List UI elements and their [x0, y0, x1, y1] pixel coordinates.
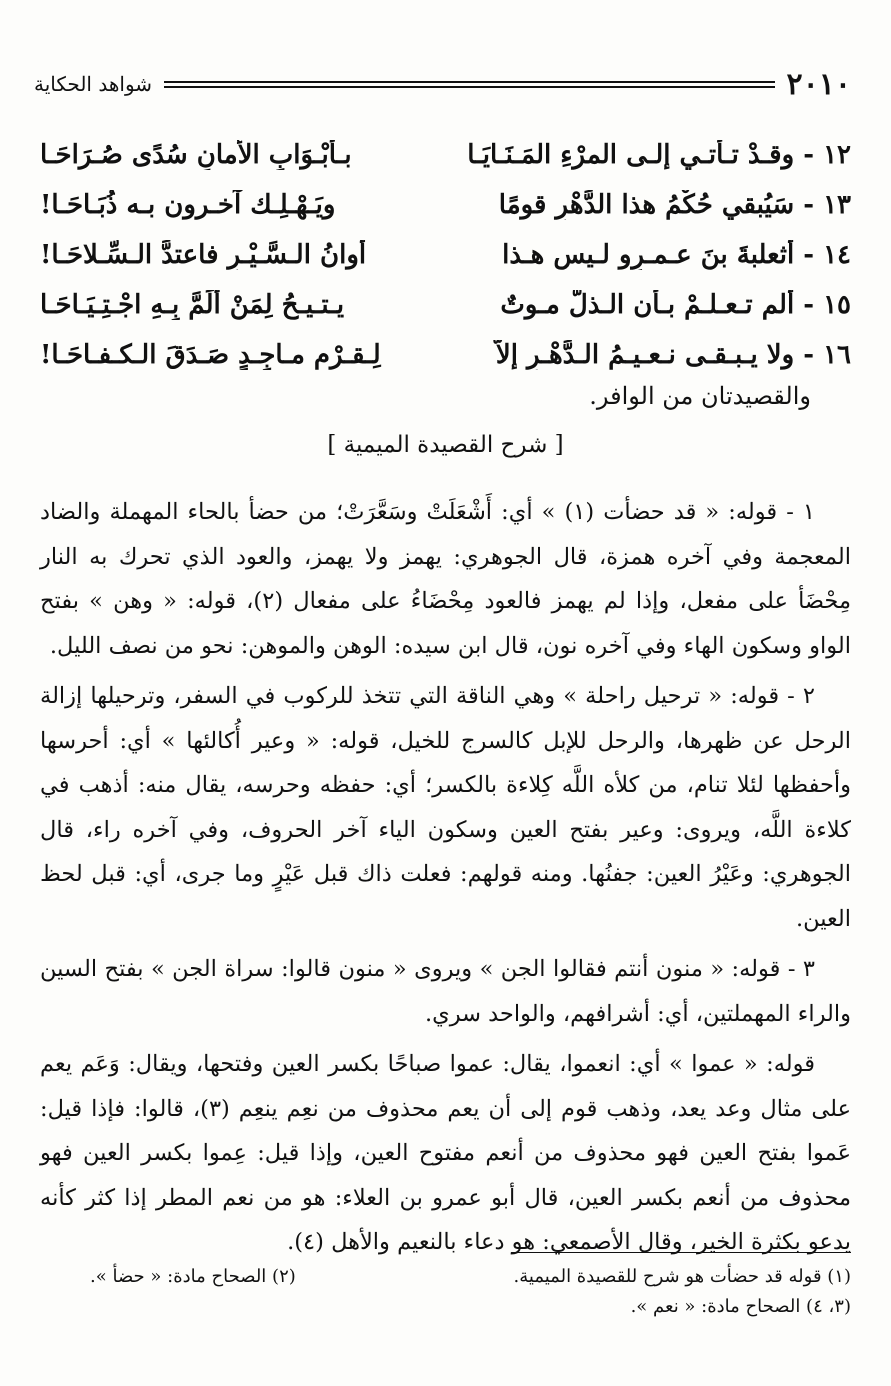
footnote-line — [40, 1262, 851, 1292]
verse-second-hemistich: أوانُ الـسَّـيْـرِ فاعتدَّ الـسِّـلاحَـا! — [40, 240, 367, 270]
verse-second-hemistich: لِـقـرْم مـاجِـدٍ صَـدَقَ الـكـفـاحَـا! — [40, 340, 381, 370]
footnotes — [40, 1262, 851, 1322]
verse-second-hemistich: يـتـيـحُ لِمَنْ أَلَمَّ بِـهِ اجْـتِـيَـاحَـا — [40, 290, 345, 320]
paragraph: ٣ - قوله: « منون أنتم فقالوا الجن » ويروى « منون قالوا: سراة الجن » بفتح السين والراء المهملتين، أي: أشرافهم، والواحد سري. — [40, 956, 851, 1027]
paragraph: ٢ - قوله: « ترحيل راحلة » وهي الناقة التي تتخذ للركوب في السفر، وترحيلها إزالة الرحل عن ظهرها، والرحل للإبل كالسرج للخيل، قوله: « وعير أُكالئها » أي: أحرسها وأحفظها لئلا تنام، من كلأه اللَّه كِلاءة بالكسر؛ أي: حفظه وحرسه، يقال منه: أذهب في كلاءة اللَّه، ويروى: وعير بفتح العين وسكون الياء آخر الحروف، وفي آخره راء، قال الجوهري: وعَيْرُ العين: جفنُها. ومنه قولهم: فعلت ذاك قبل عَيْرٍ وما جرى، أي: قبل لحظ العين. — [40, 683, 851, 932]
verse-first-hemistich: ١٢ - وقـدْ تـأتـي إلـى المرْءِ المَـنَـايَـا — [467, 140, 851, 170]
commentary — [40, 490, 851, 1271]
meter-note: والقصيدتان من الوافر. — [589, 382, 811, 410]
verse-second-hemistich: بـأبْـوَابِ الأمانِ سُدًى صُـرَاحَـا — [40, 140, 352, 170]
section-title: [ شرح القصيدة الميمية ] — [327, 432, 564, 458]
paragraph: ١ - قوله: « قد حضأت (١) » أي: أَشْعَلَتْ وسَعَّرَتْ؛ من حضأ بالحاء المهملة والضاد المعجمة وفي آخره همزة، قال الجوهري: يهمز ولا يهمز، والعود الذي تحرك به النار مِحْضَأ على مفعل، وإذا لم يهمز فالعود مِحْضَاءُ على مفعال (٢)، قوله: « وهن » بفتح الواو وسكون الهاء وفي آخره نون، قال ابن سيده: الوهن والموهن: نحو من نصف الليل. — [40, 499, 852, 659]
header-rule — [164, 81, 775, 88]
verse — [40, 180, 851, 230]
footnote-line — [40, 1292, 851, 1322]
page-number: ٢٠١٠ — [786, 66, 851, 102]
footnote-3-4: (٣، ٤) الصحاح مادة: « نعم ». — [630, 1296, 851, 1317]
verse — [40, 330, 851, 380]
verse-first-hemistich: ١٤ - أثعلبةَ بنَ عـمـرٍو لـيس هـذا — [502, 240, 851, 270]
paragraph: قوله: « عموا » أي: انعموا، يقال: عموا صباحًا بكسر العين وفتحها، ويقال: وَعَم يعم على مثال وعد يعد، وذهب قوم إلى أن يعم محذوف من نعِم ينعِم (٣)، قالوا: فإذا قيل: عَموا بفتح العين فهو محذوف من أنعم مفتوح العين، وإذا قيل: عِموا بكسر العين فهو محذوف من أنعم بكسر العين، قال أبو عمرو بن العلاء: هو من نعم المطر إذا كثر كأنه يدعو بكثرة الخير، وقال الأصمعي: هو دعاء بالنعيم والأهل (٤). — [40, 1051, 852, 1255]
footnote-1: (١) قوله قد حضأت هو شرح للقصيدة الميمية. — [513, 1266, 851, 1287]
page-header — [34, 64, 851, 104]
verse — [40, 130, 851, 180]
verse-first-hemistich: ١٣ - سَيُبقي حُكْمُ هذا الدَّهْرِ قومًا — [498, 190, 851, 220]
verse — [40, 280, 851, 330]
footnote-2: (٢) الصحاح مادة: « حضأ ». — [90, 1266, 296, 1287]
verse-first-hemistich: ١٦ - ولا يـبـقـى نـعـيـمُ الـدَّهْـرِ إلاّ — [495, 340, 851, 370]
footnote-rule — [511, 1252, 851, 1253]
poem — [40, 130, 851, 380]
verse-first-hemistich: ١٥ - ألم تـعـلـمْ بـأن الـذلَّ مـوتٌ — [500, 290, 851, 320]
verse-second-hemistich: ويَـهْـلِـك آخـرون بـه ذُبَـاحَـا! — [40, 190, 336, 220]
running-title: شواهد الحكاية — [34, 72, 153, 96]
verse — [40, 230, 851, 280]
